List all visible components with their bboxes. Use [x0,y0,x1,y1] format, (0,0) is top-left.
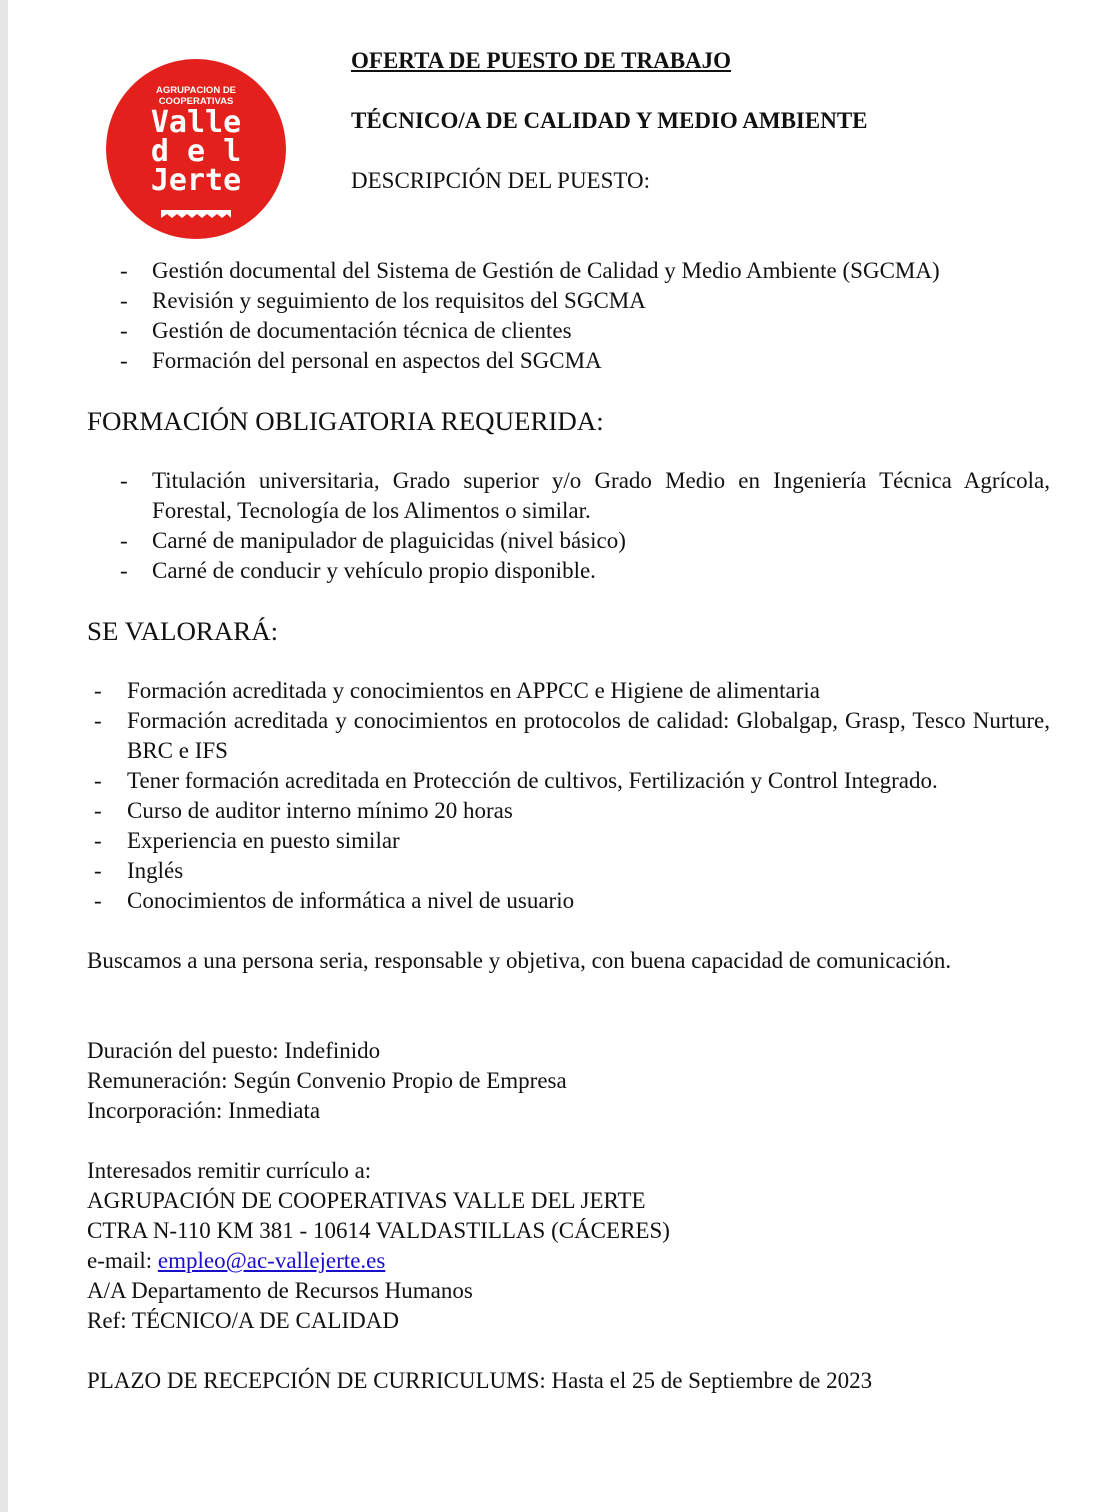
list-item-text: Carné de manipulador de plaguicidas (nivel básico) [152,528,626,553]
required-heading: FORMACIÓN OBLIGATORIA REQUERIDA: [87,406,604,436]
list-item-text: Titulación universitaria, Grado superior y/o Grado Medio en Ingeniería Técnica Agrícola, Forestal, Tecnología de los Alimentos o similar. [152,468,1050,523]
description-list [120,256,1050,376]
dash-bullet: - [120,558,128,583]
email-link[interactable]: empleo@ac-vallejerte.es [157,1248,386,1273]
valued-list [94,676,1050,916]
dash-bullet: - [120,258,128,283]
dash-bullet: - [94,888,102,913]
contact-block [87,1156,670,1336]
start-line: Incorporación: Inmediata [87,1098,321,1123]
dash-bullet: - [94,828,102,853]
dash-bullet: - [120,528,128,553]
list-item-text: Gestión documental del Sistema de Gestión de Calidad y Medio Ambiente (SGCMA) [152,258,940,283]
list-item [94,826,1050,856]
job-subtitle: TÉCNICO/A DE CALIDAD Y MEDIO AMBIENTE [351,108,868,133]
dash-bullet: - [94,798,102,823]
dash-bullet: - [120,348,128,373]
profile-paragraph: Buscamos a una persona seria, responsable y objetiva, con buena capacidad de comunicación. [87,948,952,973]
salary-line: Remuneración: Según Convenio Propio de Empresa [87,1068,567,1093]
dash-bullet: - [94,768,102,793]
logo-line-4: d e l [150,134,242,169]
valle-del-jerte-logo [105,58,287,240]
duration-line: Duración del puesto: Indefinido [87,1038,381,1063]
contact-department: A/A Departamento de Recursos Humanos [87,1278,473,1303]
list-item [94,856,1050,886]
required-list [120,466,1050,586]
logo-line-2: COOPERATIVAS [158,96,234,107]
list-item [120,346,1050,376]
contact-intro: Interesados remitir currículo a: [87,1158,372,1183]
list-item [94,796,1050,826]
deadline-line [87,1366,872,1396]
list-item [94,886,1050,916]
dash-bullet: - [94,858,102,883]
list-item-text: Formación acreditada y conocimientos en protocolos de calidad: Globalgap, Grasp, Tesco Nurture, BRC e IFS [127,708,1050,763]
contact-organization: AGRUPACIÓN DE COOPERATIVAS VALLE DEL JERTE [87,1188,646,1213]
dash-bullet: - [120,318,128,343]
list-item [120,466,1050,526]
list-item [120,256,1050,286]
list-item [120,556,1050,586]
dash-bullet: - [94,678,102,703]
page-left-edge [0,0,8,1512]
list-item [94,676,1050,706]
logo-line-1: AGRUPACION DE [155,85,237,96]
list-item-text: Carné de conducir y vehículo propio disponible. [152,558,596,583]
list-item [94,706,1050,766]
logo-line-5: Jerte [150,163,242,198]
list-item-text: Curso de auditor interno mínimo 20 horas [127,798,513,823]
email-label: e-mail: [87,1248,158,1273]
contact-reference: Ref: TÉCNICO/A DE CALIDAD [87,1308,399,1333]
dash-bullet: - [120,288,128,313]
contact-address: CTRA N-110 KM 381 - 10614 VALDASTILLAS (CÁCERES) [87,1218,670,1243]
list-item-text: Gestión de documentación técnica de clientes [152,318,572,343]
logo-line-3: Valle [150,105,242,140]
list-item [120,316,1050,346]
list-item-text: Experiencia en puesto similar [127,828,400,853]
list-item [120,286,1050,316]
description-heading: DESCRIPCIÓN DEL PUESTO: [351,168,651,193]
list-item-text: Conocimientos de informática a nivel de usuario [127,888,575,913]
list-item-text: Inglés [127,858,184,883]
page-title: OFERTA DE PUESTO DE TRABAJO [351,48,732,73]
list-item-text: Formación acreditada y conocimientos en APPCC e Higiene de alimentaria [127,678,820,703]
deadline-text: PLAZO DE RECEPCIÓN DE CURRICULUMS: Hasta el 25 de Septiembre de 2023 [87,1368,873,1393]
list-item [120,526,1050,556]
dash-bullet: - [94,708,102,733]
list-item-text: Tener formación acreditada en Protección de cultivos, Fertilización y Control Integrado. [127,768,938,793]
list-item [94,766,1050,796]
conditions-block [87,1036,567,1126]
dash-bullet: - [120,468,128,493]
valued-heading: SE VALORARÁ: [87,616,279,646]
list-item-text: Revisión y seguimiento de los requisitos del SGCMA [152,288,646,313]
list-item-text: Formación del personal en aspectos del SGCMA [152,348,602,373]
contact-email-line [87,1246,670,1276]
